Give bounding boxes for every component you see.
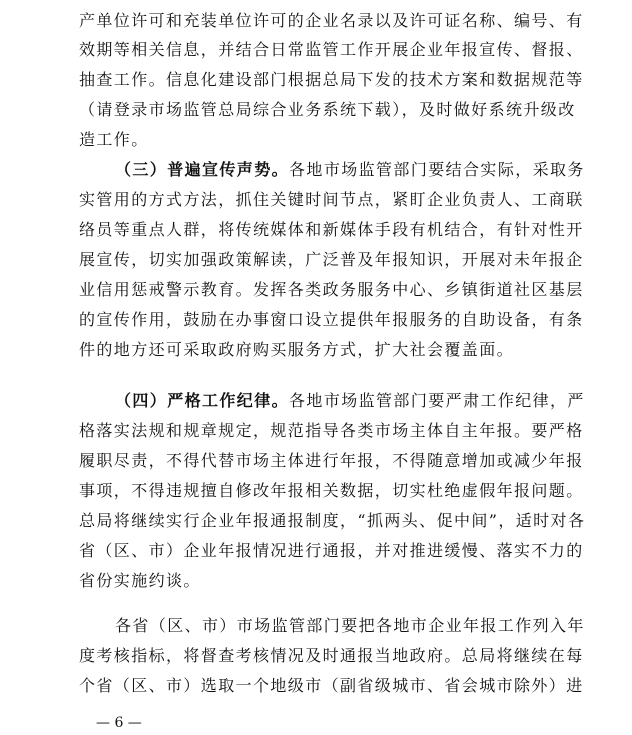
text-line: 件的地方还可采取政府购买服务方式，扩大社会覆盖面。 — [79, 340, 515, 359]
text-line: 省份实施约谈。 — [79, 571, 201, 590]
text-line: 络员等重点人群，将传统媒体和新媒体手段有机结合，有针对性开 — [79, 220, 584, 239]
text-line: 事项，不得违规擅自修改年报相关数据，切实杜绝虚假年报问题。 — [79, 481, 584, 500]
text-line: 个省（区、市）选取一个地级市（副省级城市、省会城市除外）进 — [79, 676, 584, 695]
text-span: 各地市场监管部门要结合实际，采取务 — [289, 160, 585, 179]
text-line: 的宣传作用，鼓励在办事窗口设立提供年报服务的自助设备，有条 — [79, 310, 584, 329]
text-line: 总局将继续实行企业年报通报制度，“抓两头、促中间”，适时对各 — [79, 511, 586, 530]
text-line: 度考核指标，将督查考核情况及时通报当地政府。总局将继续在每 — [79, 646, 584, 665]
text-line: 实管用的方式方法，抓住关键时间节点，紧盯企业负责人、工商联 — [79, 190, 584, 209]
page-number: — 6 — — [96, 715, 142, 731]
text-line: 展宣传，切实加强政策解读，广泛普及年报知识，开展对未年报企 — [79, 250, 584, 269]
text-line: 履职尽责，不得代替市场主体进行年报，不得随意增加或减少年报 — [79, 451, 584, 470]
text-line: 省（区、市）企业年报情况进行通报，并对推进缓慢、落实不力的 — [79, 541, 584, 560]
text-line: 效期等相关信息，并结合日常监管工作开展企业年报宣传、督报、 — [79, 40, 584, 59]
text-line: 抽查工作。信息化建设部门根据总局下发的技术方案和数据规范等 — [79, 70, 584, 89]
text-line: 业信用惩戒警示教育。发挥各类政务服务中心、乡镇街道社区基层 — [79, 280, 584, 299]
paragraph-first-line: 各省（区、市）市场监管部门要把各地市企业年报工作列入年 — [115, 616, 585, 635]
text-line: （请登录市场监管总局综合业务系统下载），及时做好系统升级改 — [79, 100, 576, 119]
section-4-first-line — [115, 387, 585, 415]
text-line: 格落实法规和规章规定，规范指导各类市场主体自主年报。要严格 — [79, 421, 584, 440]
section-heading-4: （四）严格工作纪律。 — [115, 391, 290, 410]
text-line: 产单位许可和充装单位许可的企业名录以及许可证名称、编号、有 — [79, 11, 584, 30]
text-span: 各地市场监管部门要严肃工作纪律，严 — [289, 391, 585, 410]
text-line: 造工作。 — [79, 130, 149, 149]
section-3-first-line — [115, 156, 585, 184]
section-heading-3: （三）普遍宣传声势。 — [115, 160, 290, 179]
